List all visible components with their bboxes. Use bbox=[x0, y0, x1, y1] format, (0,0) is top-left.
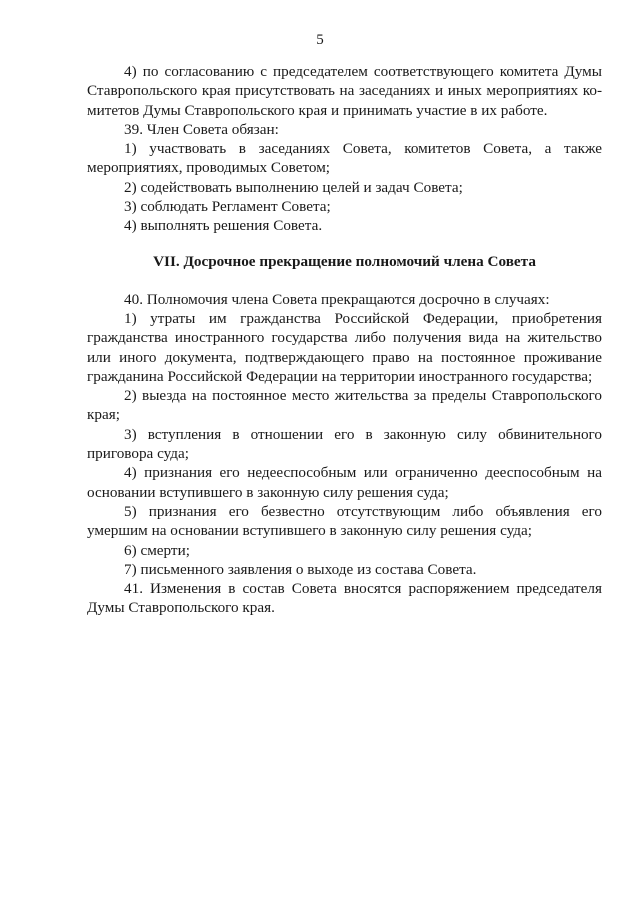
paragraph-39-intro: 39. Член Совета обязан: bbox=[124, 120, 279, 138]
paragraph-39-item-2: 2) содействовать выполнению целей и задач Совета; bbox=[124, 178, 463, 196]
paragraph-40-intro: 40. Полномочия члена Совета прекращаются досрочно в случаях: bbox=[124, 290, 550, 308]
paragraph-39-item-3: 3) соблюдать Регламент Совета; bbox=[124, 198, 331, 216]
paragraph-item-4-committee: 4) по согласованию с председателем соответствующего комитета Думы Ставропольского края присутствовать на заседаниях и иных мероприятиях комитетов Думы Ставропольского края и принимать участие в их работе. bbox=[87, 63, 602, 119]
document-body bbox=[87, 62, 602, 618]
paragraph-40-item-2: 2) выезда на постоянное место жительства за пределы Ставропольского края; bbox=[87, 387, 602, 424]
paragraph-39-item-4: 4) выполнять решения Совета. bbox=[124, 217, 323, 235]
paragraph-40-item-5: 5) признания его безвестно отсутствующим либо объявления его умершим на основании вступившего в законную силу решения суда; bbox=[87, 502, 602, 540]
paragraph-40-item-6: 6) смерти; bbox=[124, 541, 190, 559]
paragraph-40-item-7: 7) письменного заявления о выходе из состава Совета. bbox=[124, 560, 477, 578]
paragraph-40-item-1: 1) утраты им гражданства Российской Федерации, приобретения гражданства иностранного государства либо получения вида на жительство или иного документа, подтверждающего право на постоянное проживание гражданина Российской Федерации на территории иностранного государства; bbox=[87, 309, 602, 385]
section-heading: VII. Досрочное прекращение полномочий члена Совета bbox=[153, 252, 536, 270]
paragraph-40-item-3: 3) вступления в отношении его в законную силу обвинительного приговора суда; bbox=[87, 425, 602, 463]
paragraph-40-item-4: 4) признания его недееспособным или ограниченно дееспособным на основании вступившего в законную силу решения суда; bbox=[87, 464, 602, 501]
page-number: 5 bbox=[316, 32, 324, 48]
paragraph-39-item-1: 1) участвовать в заседаниях Совета, комитетов Совета, а также мероприятиях, проводимых Советом; bbox=[87, 140, 602, 177]
paragraph-41: 41. Изменения в состав Совета вносятся распоряжением председателя Думы Ставропольского края. bbox=[87, 580, 602, 617]
